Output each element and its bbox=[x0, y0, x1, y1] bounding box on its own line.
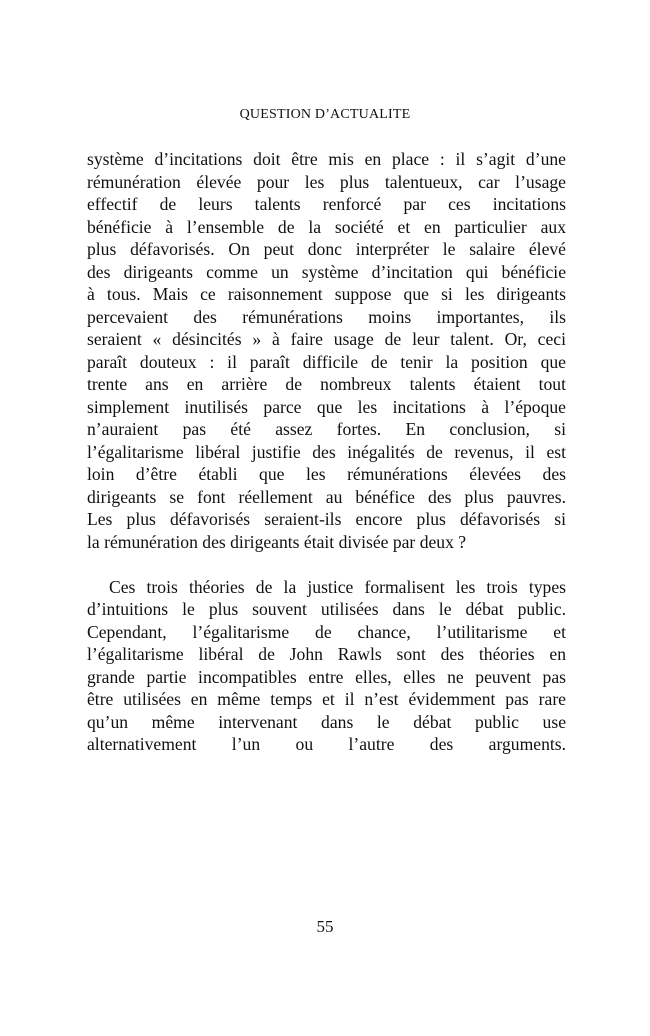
text-line: système d’incitations doit être mis en place : il s’agit d’une bbox=[87, 149, 566, 169]
text-line: trente ans en arrière de nombreux talents étaient tout bbox=[87, 374, 566, 394]
text-line: Les plus défavorisés seraient-ils encore plus défavorisés si bbox=[87, 509, 566, 529]
text-line: alternativement l’un ou l’autre des arguments. bbox=[87, 734, 566, 754]
paragraph-1 bbox=[87, 148, 566, 553]
text-line: grande partie incompatibles entre elles, elles ne peuvent pas bbox=[87, 666, 566, 687]
text-line: percevaient des rémunérations moins importantes, ils bbox=[87, 306, 566, 327]
text-line: des dirigeants comme un système d’incitation qui bénéficie bbox=[87, 261, 566, 282]
running-header: QUESTION D’ACTUALITE bbox=[239, 107, 411, 122]
text-line: être utilisées en même temps et il n’est évidemment pas rare bbox=[87, 689, 566, 709]
text-line: l’égalitarisme libéral de John Rawls sont des théories en bbox=[87, 644, 566, 664]
text-line: à tous. Mais ce raisonnement suppose que si les dirigeants bbox=[87, 284, 566, 304]
paragraph-gap bbox=[87, 553, 566, 576]
text-line: dirigeants se font réellement au bénéfice des plus pauvres. bbox=[87, 486, 566, 507]
text-line: d’intuitions le plus souvent utilisées dans le débat public. bbox=[87, 599, 566, 619]
text-line: seraient « désincités » à faire usage de leur talent. Or, ceci bbox=[87, 329, 566, 349]
text-line: simplement inutilisés parce que les incitations à l’époque bbox=[87, 396, 566, 417]
text-line: bénéficie à l’ensemble de la société et en particulier aux bbox=[87, 216, 566, 237]
text-line: l’égalitarisme libéral justifie des inégalités de revenus, il est bbox=[87, 441, 566, 462]
text-line: qu’un même intervenant dans le débat public use bbox=[87, 711, 566, 732]
text-line: effectif de leurs talents renforcé par ces incitations bbox=[87, 194, 566, 214]
text-line: Cependant, l’égalitarisme de chance, l’utilitarisme et bbox=[87, 621, 566, 642]
page-number: 55 bbox=[316, 917, 334, 936]
text-line: n’auraient pas été assez fortes. En conclusion, si bbox=[87, 419, 566, 439]
paragraph-2 bbox=[87, 576, 566, 756]
text-line: paraît douteux : il paraît difficile de tenir la position que bbox=[87, 351, 566, 372]
text-line: Ces trois théories de la justice formalisent les trois types bbox=[109, 576, 566, 597]
body-text bbox=[87, 148, 566, 756]
text-line: plus défavorisés. On peut donc interpréter le salaire élevé bbox=[87, 239, 566, 259]
text-line: loin d’être établi que les rémunérations élevées des bbox=[87, 464, 566, 484]
text-line: la rémunération des dirigeants était divisée par deux ? bbox=[87, 531, 467, 552]
text-line: rémunération élevée pour les plus talentueux, car l’usage bbox=[87, 171, 566, 192]
